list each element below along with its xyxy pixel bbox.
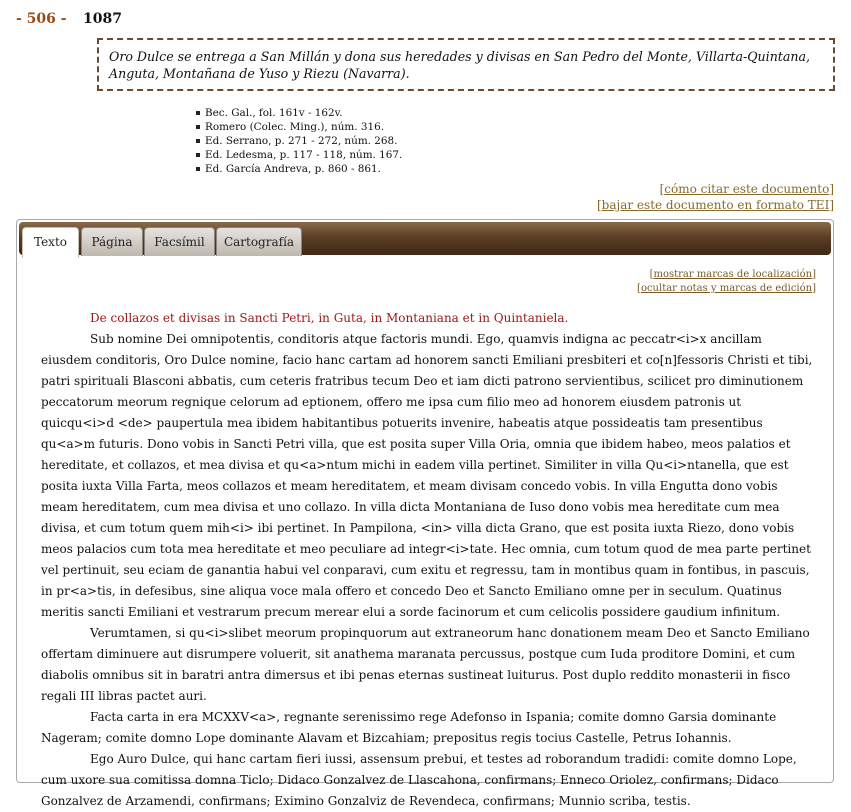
source-item: Romero (Colec. Ming.), núm. 316. xyxy=(196,120,402,134)
source-item: Bec. Gal., fol. 161v - 162v. xyxy=(196,106,402,120)
tab-cartografia[interactable]: Cartografía xyxy=(216,227,302,256)
panel-links xyxy=(637,268,816,296)
source-item: Ed. Ledesma, p. 117 - 118, núm. 167. xyxy=(196,148,402,162)
text-paragraph: Ego Auro Dulce, qui hanc cartam fieri iussi, assensum prebui, et testes ad roborandum tradidi: comite domno Lope, cum uxore sua comitissa domna Ticlo; Didaco Gonzalvez de Llascahona, confirmans; Enneco Oriolez, confirmans; Didaco Gonzalvez de Arzamendi, confirmans; Eximino Gonzalviz de Revendeca, confirmans; Munnio scriba, testis. xyxy=(41,752,797,808)
text-paragraph: Verumtamen, si qu<i>slibet meorum propinquorum aut extraneorum hanc donationem meam Deo et Sancto Emiliano offertam diminuere aut disrumpere voluerit, sit anathema maranata percussus, postque cum Iuda proditore Domini, et cum diabolis omnibus sit in baratri antra dimersus et ibi penas eternas sustineat luiturus. Post duplo reddito monasterii in fisco regali III libras pactet auri. xyxy=(41,626,810,703)
tab-bar xyxy=(19,222,831,255)
tab-pagina[interactable]: Página xyxy=(81,227,143,256)
document-panel xyxy=(16,219,834,808)
download-tei-link[interactable]: [bajar este documento en formato TEI] xyxy=(596,198,834,212)
document-summary: Oro Dulce se entrega a San Millán y dona sus heredades y divisas en San Pedro del Monte, Villarta-Quintana, Anguta, Montañana de Yuso y Riezu (Navarra). xyxy=(97,38,835,91)
cite-link-label[interactable]: cómo citar este documento xyxy=(664,182,830,196)
show-marks-link-label[interactable]: mostrar marcas de localización xyxy=(653,269,813,280)
cite-link[interactable]: [cómo citar este documento] xyxy=(659,182,834,196)
tab-facsimil[interactable]: Facsímil xyxy=(144,227,215,256)
text-paragraph: Sub nomine Dei omnipotentis, conditoris atque factoris mundi. Ego, quamvis indigna ac peccatr<i>x ancillam eiusdem conditoris, Oro Dulce nomine, facio hanc cartam ad honorem sancti Emiliani presbiteri et co[n]fessoris Christi et tibi, patri spirituali Blasconi abbatis, cum ceteris fratribus tecum Deo et iam dicti patrono servientibus, scilicet pro diminutionem peccatorum meorum regnique celorum ad eptionem, offero me ipsa cum filio meo ad honorem eiusdem patronis ut quicqu<i>d <de> paupertula mea ibidem habitantibus potuerits invenire, habeatis atque possideatis tam presentibus qu<a>m futuris. Dono vobis in Sancti Petri villa, que est posita super Villa Oria, omnia que ibidem habeo, meos palatios et hereditate, et collazos, et mea divisa et qu<a>ntum michi in eadem villa pertinet. Similiter in villa Qu<i>ntanella, que est posita iuxta Villa Farta, meos collazos et meam hereditatem, et meam divisam concedo vobis. In villa Engutta dono vobis meam hereditatem, cum mea divisa et uno collazo. In villa dicta Montaniana de Iuso dono vobis mea hereditate cum mea divisa, et cum totum quem mih<i> ibi pertinet. In Pampilona, <in> villa dicta Grano, que est posita iuxta Riezo, dono vobis meos palacios cum tota mea hereditate et meo peculiare ad integr<i>tate. Hec omnia, cum totum quod de mea parte pertinet vel pertinuit, seu eciam de ganantia habui vel conparavi, cum exitu et regressu, tam in montibus quam in fontibus, in pascuis, in pr<a>tis, in defesibus, sine aliqua voce mala offero et concedo Deo et Sancto Emiliano omne per in seculum. Quatinus meritis sancti Emiliani et vestrarum precum merear elui a sorde facinorum et cum celicolis possidere gaudium infinitum. xyxy=(41,332,813,619)
text-title: De collazos et divisas in Sancti Petri, in Guta, in Montaniana et in Quintaniela. xyxy=(90,311,569,325)
hide-notes-link[interactable]: [ocultar notas y marcas de edición] xyxy=(637,283,816,294)
document-links xyxy=(597,181,834,213)
document-number: - 506 - xyxy=(16,11,67,27)
document-text xyxy=(41,308,813,812)
show-marks-link[interactable]: [mostrar marcas de localización] xyxy=(649,269,816,280)
download-tei-link-label[interactable]: bajar este documento en formato TEI xyxy=(601,198,830,212)
source-list xyxy=(196,106,402,176)
document-year: 1087 xyxy=(83,11,122,27)
text-paragraph: Facta carta in era MCXXV<a>, regnante serenissimo rege Adefonso in Ispania; comite domno Garsia dominante Nageram; comite domno Lope dominante Alavam et Bizcahiam; prepositus regis tocius Castelle, Petrus Iohannis. xyxy=(41,710,777,745)
source-item: Ed. García Andreva, p. 860 - 861. xyxy=(196,162,402,176)
tab-texto[interactable]: Texto xyxy=(22,227,79,258)
hide-notes-link-label[interactable]: ocultar notas y marcas de edición xyxy=(640,283,813,294)
source-item: Ed. Serrano, p. 271 - 272, núm. 268. xyxy=(196,134,402,148)
